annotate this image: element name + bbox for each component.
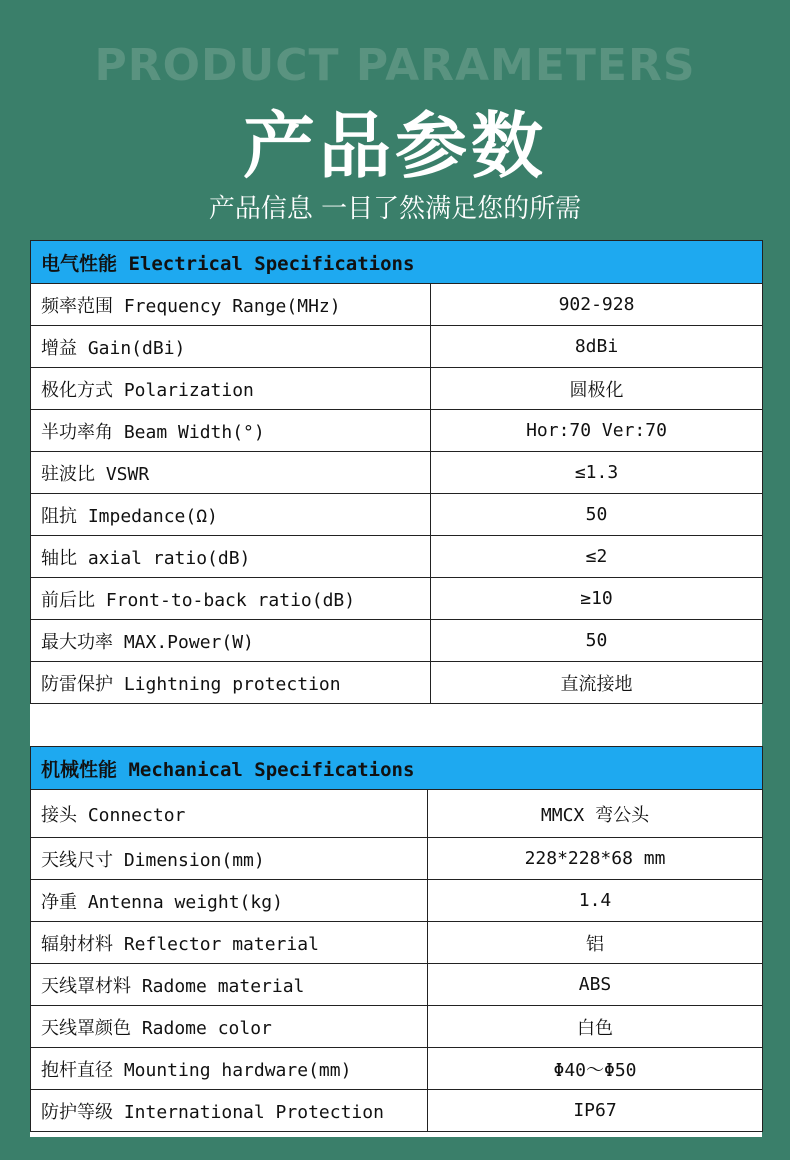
spec-value: 50 bbox=[431, 620, 763, 662]
spec-value: 8dBi bbox=[431, 326, 763, 368]
mechanical-spec-table bbox=[30, 746, 763, 1132]
spec-label: 最大功率 MAX.Power(W) bbox=[31, 620, 431, 662]
spec-value: ≤1.3 bbox=[431, 452, 763, 494]
spec-label: 辐射材料 Reflector material bbox=[31, 922, 428, 964]
spec-label: 接头 Connector bbox=[31, 790, 428, 838]
electrical-spec-table bbox=[30, 240, 763, 704]
spec-label: 半功率角 Beam Width(°) bbox=[31, 410, 431, 452]
spec-label: 驻波比 VSWR bbox=[31, 452, 431, 494]
spec-value: 直流接地 bbox=[431, 662, 763, 704]
spec-value: MMCX 弯公头 bbox=[428, 790, 763, 838]
table-row bbox=[31, 662, 763, 704]
spec-label: 天线罩颜色 Radome color bbox=[31, 1006, 428, 1048]
table-row bbox=[31, 922, 763, 964]
table-row bbox=[31, 1048, 763, 1090]
spec-label: 天线尺寸 Dimension(mm) bbox=[31, 838, 428, 880]
table-row bbox=[31, 964, 763, 1006]
table-row bbox=[31, 536, 763, 578]
spec-value: ≥10 bbox=[431, 578, 763, 620]
header bbox=[0, 0, 790, 240]
spec-label: 阻抗 Impedance(Ω) bbox=[31, 494, 431, 536]
page-subtitle: 产品信息 一目了然满足您的所需 bbox=[208, 194, 582, 224]
table-row bbox=[31, 620, 763, 662]
spec-label: 防雷保护 Lightning protection bbox=[31, 662, 431, 704]
spec-value: 50 bbox=[431, 494, 763, 536]
table-row bbox=[31, 284, 763, 326]
table-row bbox=[31, 1090, 763, 1132]
table-row bbox=[31, 410, 763, 452]
spec-value: 1.4 bbox=[428, 880, 763, 922]
spec-value: ≤2 bbox=[431, 536, 763, 578]
mechanical-heading: 机械性能 Mechanical Specifications bbox=[31, 747, 763, 790]
table-row bbox=[31, 1006, 763, 1048]
spec-value: ABS bbox=[428, 964, 763, 1006]
background-title: PRODUCT PARAMETERS bbox=[94, 40, 696, 91]
spec-label: 天线罩材料 Radome material bbox=[31, 964, 428, 1006]
spec-label: 净重 Antenna weight(kg) bbox=[31, 880, 428, 922]
spec-label: 增益 Gain(dBi) bbox=[31, 326, 431, 368]
spec-value: 902-928 bbox=[431, 284, 763, 326]
spec-label: 前后比 Front-to-back ratio(dB) bbox=[31, 578, 431, 620]
spec-value: 铝 bbox=[428, 922, 763, 964]
spec-label: 抱杆直径 Mounting hardware(mm) bbox=[31, 1048, 428, 1090]
page-title: 产品参数 bbox=[242, 104, 547, 188]
spec-value: Φ40～Φ50 bbox=[428, 1048, 763, 1090]
spec-label: 频率范围 Frequency Range(MHz) bbox=[31, 284, 431, 326]
spec-label: 防护等级 International Protection bbox=[31, 1090, 428, 1132]
table-row bbox=[31, 452, 763, 494]
table-row bbox=[31, 326, 763, 368]
electrical-heading: 电气性能 Electrical Specifications bbox=[31, 241, 763, 284]
table-row bbox=[31, 790, 763, 838]
table-row bbox=[31, 838, 763, 880]
table-row bbox=[31, 368, 763, 410]
spec-value: 228*228*68 mm bbox=[428, 838, 763, 880]
table-row bbox=[31, 880, 763, 922]
spec-value: Hor:70 Ver:70 bbox=[431, 410, 763, 452]
spec-value: IP67 bbox=[428, 1090, 763, 1132]
spec-value: 圆极化 bbox=[431, 368, 763, 410]
spec-label: 极化方式 Polarization bbox=[31, 368, 431, 410]
spec-label: 轴比 axial ratio(dB) bbox=[31, 536, 431, 578]
table-row bbox=[31, 494, 763, 536]
spec-value: 白色 bbox=[428, 1006, 763, 1048]
table-row bbox=[31, 578, 763, 620]
